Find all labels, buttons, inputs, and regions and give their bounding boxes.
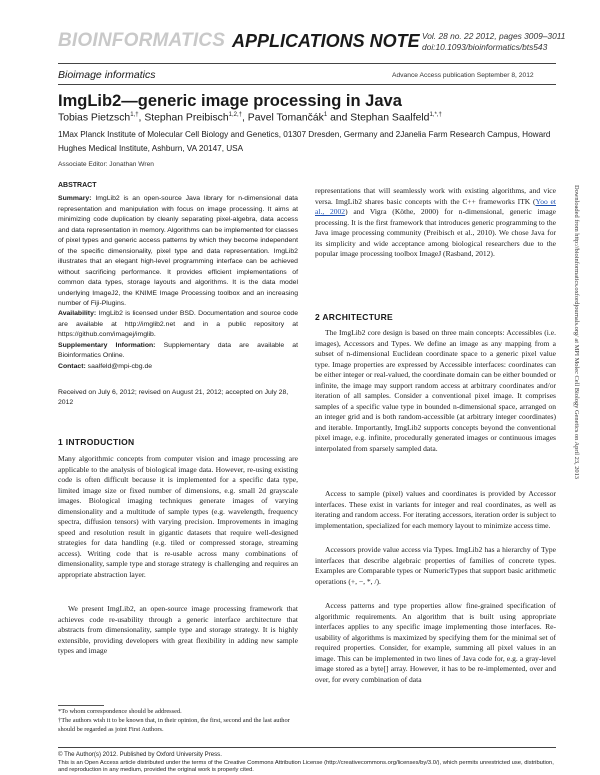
citation-link[interactable]: Yoo et al., 2002 [315,196,557,216]
affiliation: 1Max Planck Institute of Molecular Cell Biology and Genetics, 01307 Dresden, Germany and 2Janelia Farm Research Campus, Howard Hughes Medical Institute, Ashburn, VA 20147, USA [58,130,551,153]
associate-editor: Associate Editor: Jonathan Wren [58,161,154,168]
footnotes [58,708,298,734]
download-notice[interactable]: Downloaded from http://bioinformatics.oxfordjournals.org/ at MPI Molec Cell Biology Genetics on April 23, 2013 [573,185,580,479]
volume-line: Vol. 28 no. 22 2012, pages 3009–3011 [422,31,566,41]
author-list: Tobias Pietzsch$^{1,\dagger}$, Stephan Preibisch$^{1,2,\dagger}$, Pavel Tomančák$^1$ and Stephan Saalfeld$^{1,*,\dagger}$ [58,112,442,124]
intro-paragraph-1: Many algorithmic concepts from computer vision and image processing are applicable to the analysis of biological image data. However, re-using existing code is often difficult because it is implemented for a specific data type, limited image size or fixed number of dimensions, e.g. small 2d grayscale images. Biological imaging techniques generate images of varying dimensionality and a multitude of sample types (e.g. wavelength, frequency spectra, diffusion tensors) with varying precision. Improvements in imaging speed and resolution result in gigantic datasets that require well-designed strategies for data handling (e.g. tiled or compressed storage, streaming access). Writing code that is re-usable across many combinations of dimensionality, sample type and storage strategy is challenging and requires an appropriate abstraction layer. [58,454,298,579]
received-dates: Received on July 6, 2012; revised on August 21, 2012; accepted on July 28, 2012 [58,389,289,407]
volume-info [422,31,565,52]
footnote-rule [58,705,104,706]
architecture-paragraph-3: Accessors provide value access via Types. ImgLib2 has a hierarchy of Type interfaces that describe algebraic properties of families of concrete types. Examples are Comparable types or NumericTypes that support basic arithmetic operations (+, −, *, /). [315,545,556,586]
architecture-heading: 2 ARCHITECTURE [315,312,394,322]
download-sidebar [571,185,583,655]
journal-name: BIOINFORMATICS [58,30,226,51]
intro-paragraph-2: We present ImgLib2, an open-source image processing framework that achieves code re-usability through a generic interface architecture that abstracts from dimensionality, sample type and storage strategy. It is highly extensible, providing developers with great flexibility in adding new sample types and image [58,604,298,655]
architecture-paragraph-2: Access to sample (pixel) values and coordinates is provided by Accessor interfaces. These exist in variants for integer and real coordinates, as well as iterating and random access. For iterating accessors, iteration order is subject to implementation, specialized for each memory layout to minimize access time. [315,489,556,530]
section-rule [58,84,556,85]
header-rule [58,63,556,64]
abstract-heading: ABSTRACT [58,182,97,189]
abstract-summary: Summary: ImgLib2 is an open-source Java library for n-dimensional data representation and manipulation with focus on image processing. It aims at minimizing code duplication by cleanly separating pixel-algebra, data access and data representation in memory. Algorithms can be implemented for classes of pixel types and generic access patterns by which they become independent of the specific dimensionality, pixel type and data representation. ImgLib2 illustrates that an elegant high-level programming interface can be achieved without sacrificing performance. It provides efficient implementations of common data types, storage layouts and algorithms. It is the data model underlying ImageJ2, the KNIME Image Processing toolbox and an increasing number of Fiji-Plugins. [58,195,298,307]
copyright: © The Author(s) 2012. Published by Oxford University Press. [58,751,222,758]
abstract-supplementary: Supplementary Information: Supplementary data are available at Bioinformatics Online. [58,341,298,360]
copyright-rule [58,747,556,748]
abstract-contact: Contact: saalfeld@mpi-cbg.de [58,362,153,370]
advance-access: Advance Access publication September 8, 2012 [392,72,534,79]
architecture-paragraph-4: Access patterns and type properties allow fine-grained specification of algorithmic requirements. An algorithm that is built using appropriate interfaces applies to any specific image implementing those interfaces. Re-usability of algorithms is maximized by specifying them for the minimal set of required properties. Consider, for example, summing all pixel values in an image. This can be implemented in two lines of Java code for, e.g. a gray-level image stored as a byte[] array. However, it has to be re-implemented, over and over, for every combination of data [315,601,556,684]
doi-line: doi:10.1093/bioinformatics/bts543 [422,41,548,52]
architecture-paragraph-1: The ImgLib2 core design is based on three main concepts: Accessibles (i.e. images), Accessors and Types. We define an image as any mapping from a subset of n-dimensional Euclidean coordinate space to a generic pixel value type. Image properties are expressed by Accessible interfaces: coordinates can be either integer or real-valued, the coordinate domain can be either bounded or infinite, the image may support random access at arbitrary coordinates and/or iteration of all samples. Consider a conventional pixel image. It comprises samples of a specific value type in bounded n-dimensional space, arranged on an integer grid and is both random-accessible (at arbitrary integer coordinates) and iterable. Importantly, ImgLib2 supports concepts beyond the conventional pixel image, e.g. infinite, procedurally generated images or continuous images interpolated from sparsely sampled data. [315,328,556,453]
article-type: APPLICATIONS NOTE [232,31,420,51]
paper-title: ImgLib2—generic image processing in Java [58,92,402,110]
footnote-joint-authors: †The authors wish it to be known that, in their opinion, the first, second and the last author should be regarded as joint First Authors. [58,716,290,733]
abstract-availability: Availability: ImgLib2 is licensed under BSD. Documentation and source code are available at http://imglib2.net and in a public repository at https://github.com/imagej/imglib. [58,310,299,339]
footnote-correspondence: *To whom correspondence should be addressed. [58,708,182,715]
section-label: Bioimage informatics [58,69,156,81]
intro-heading: 1 INTRODUCTION [58,437,135,447]
license-text: This is an Open Access article distributed under the terms of the Creative Commons Attribution License (http://creativecommons.org/licenses/by/3.0/), which permits unrestricted use, distribution, and reproduction in any medium, provided the original work is properly cited. [58,760,554,774]
abstract [58,181,298,372]
intro-paragraph-2-continued: representations that will seamlessly work with existing algorithms, and vice versa. ImgLib2 shares basic concepts with the C++ frameworks ITK (Yoo et al., 2002) and Vigra (Köthe, 2000) for n-dimensional, generic image processing. It is the first framework that introduces generic programming to the Java image processing community (Preibisch et al., 2010). We chose Java for its simplicity and wide acceptance among biological researchers due to the popular image processing toolbox ImageJ (Rasband, 2012). [315,186,557,258]
